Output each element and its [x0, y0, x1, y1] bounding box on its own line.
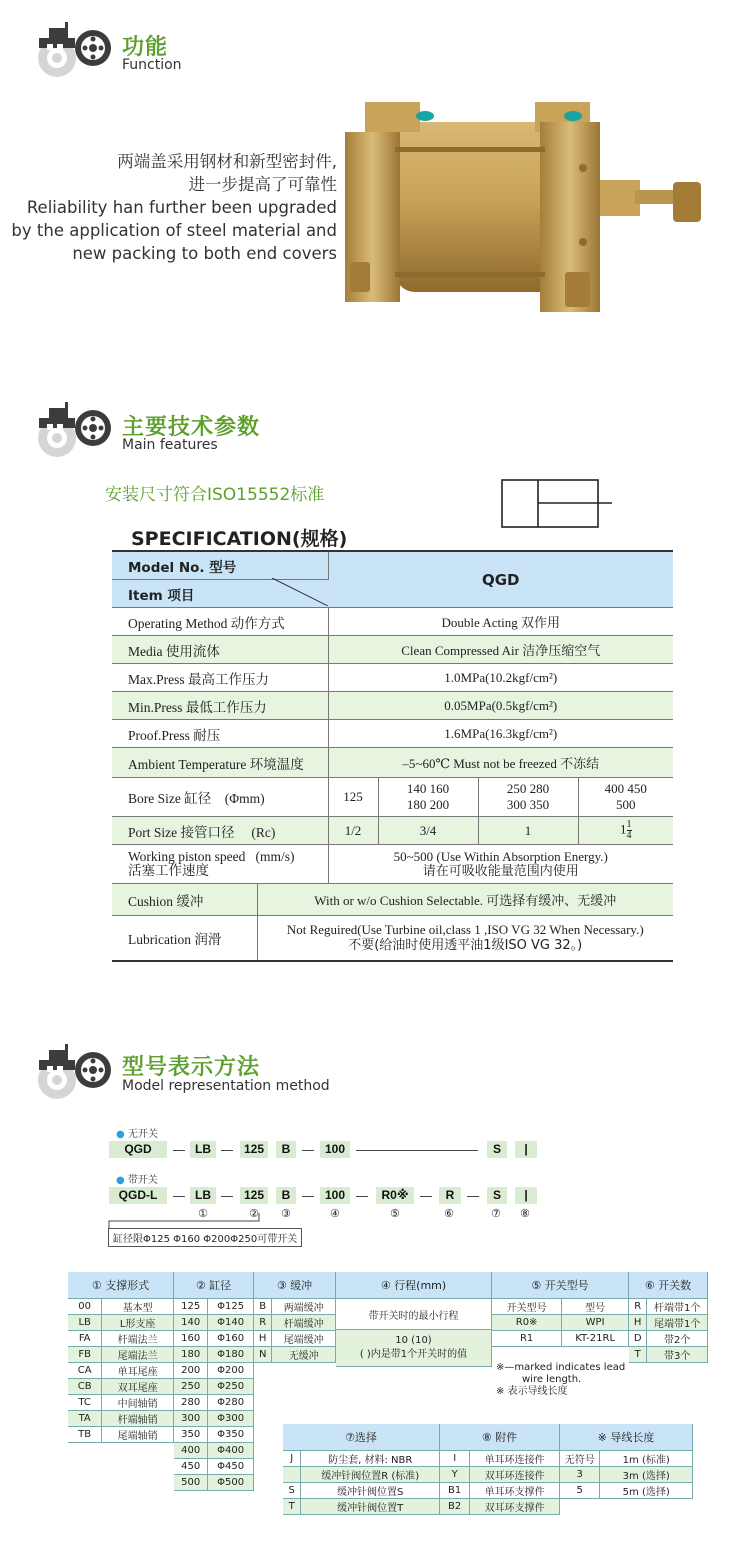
- function-line: new packing to both end covers: [72, 244, 337, 263]
- bore-col-1: 125: [328, 778, 378, 817]
- code-accessory: |: [515, 1187, 537, 1204]
- port-size-label: Port Size 接管口径 (Rc): [112, 817, 328, 845]
- marker: ⑦: [491, 1208, 501, 1220]
- code-accessory: |: [515, 1141, 537, 1158]
- code-series: QGD-L: [109, 1187, 167, 1204]
- function-description: [11, 150, 337, 265]
- marker: ⑥: [444, 1208, 454, 1220]
- spec-row-label: Ambient Temperature 环境温度: [112, 748, 328, 778]
- spec-row-label: Proof.Press 耐压: [112, 720, 328, 748]
- port-col-3: 1: [478, 817, 578, 845]
- model-value: QGD: [328, 551, 673, 608]
- bore-limit-note: 缸径限Φ125 Φ160 Φ200Φ250可带开关: [108, 1228, 302, 1247]
- code-switch-model: R0※: [376, 1187, 414, 1204]
- code-bore: 125: [240, 1187, 268, 1204]
- cushion-options-table: ③ 缓冲 B 两端缓冲 R 杆端缓冲 H 尾端缓冲 N 无缓冲: [254, 1272, 336, 1363]
- lubrication-label: Lubrication 润滑: [112, 916, 257, 962]
- code-stroke: 100: [320, 1187, 350, 1204]
- marker: ⑤: [390, 1208, 400, 1220]
- stroke-min-label: 带开关时的最小行程: [336, 1299, 492, 1330]
- marker: ②: [249, 1208, 259, 1220]
- wire-length-header: ※ 导线长度: [560, 1424, 693, 1451]
- spec-row-value: Clean Compressed Air 洁净压缩空气: [328, 636, 673, 664]
- section-title-function: 功能: [122, 35, 169, 60]
- marker: ①: [198, 1208, 208, 1220]
- function-line: 两端盖采用钢材和新型密封件,: [117, 152, 337, 171]
- spec-row-value: –5~60℃ Must not be freezed 不冻结: [328, 748, 673, 778]
- section-title-model: 型号表示方法: [122, 1055, 261, 1080]
- port-col-2: 3/4: [378, 817, 478, 845]
- bore-size-label: Bore Size 缸径 (Φmm): [112, 778, 328, 817]
- bore-col-2: 140 160 180 200: [378, 778, 478, 817]
- accessories-header: ⑧ 附件: [440, 1424, 560, 1451]
- section-title-features: 主要技术参数: [122, 415, 261, 440]
- options-table: ⑦选择 J 防尘套, 材料: NBR 缓冲针阀位置R (标准) S 缓冲针阀位置S T 缓冲针阀位置T: [283, 1424, 440, 1515]
- code-support: LB: [190, 1187, 216, 1204]
- section-subtitle-model: Model representation method: [122, 1078, 330, 1094]
- accessories-table: ⑧ 附件 I 单耳环连接件 Y 双耳环连接件 B1 单耳环支撑件 B2 双耳环支撑件: [440, 1424, 560, 1515]
- gear-logo-icon: [35, 400, 113, 466]
- spec-row-label: Max.Press 最高工作压力: [112, 664, 328, 692]
- bore-header: ② 缸径: [174, 1272, 254, 1299]
- spec-row-label: Operating Method 动作方式: [112, 608, 328, 636]
- spec-row-value: 0.05MPa(0.5kgf/cm²): [328, 692, 673, 720]
- item-label: Item 项目: [112, 580, 328, 608]
- code-switch-count: R: [439, 1187, 461, 1204]
- cushion-label: Cushion 缓冲: [112, 884, 257, 916]
- marker: ③: [281, 1208, 291, 1220]
- wire-length-table: ※ 导线长度 无符号 1m (标准) 3 3m (选择) 5 5m (选择): [560, 1424, 693, 1499]
- spec-heading: SPECIFICATION(规格): [131, 528, 348, 550]
- code-cushion: B: [276, 1187, 296, 1204]
- double-acting-symbol-icon: [500, 478, 615, 530]
- stroke-header: ④ 行程(mm): [336, 1272, 492, 1299]
- model-no-label: Model No. 型号: [112, 551, 328, 580]
- options-header: ⑦选择: [283, 1424, 440, 1451]
- switch-count-table: ⑥ 开关数 R 杆端带1个 H 尾端带1个 D 带2个 T 带3个: [629, 1272, 708, 1363]
- code-option: S: [487, 1187, 507, 1204]
- spec-row-label: Min.Press 最低工作压力: [112, 692, 328, 720]
- with-switch-label: ● 带开关: [116, 1175, 158, 1186]
- stroke-value: 10 (10) ( )内是带1个开关时的值: [336, 1330, 492, 1367]
- marker: ⑧: [520, 1208, 530, 1220]
- no-switch-label: ● 无开关: [116, 1129, 158, 1140]
- spec-row-label: Media 使用流体: [112, 636, 328, 664]
- port-col-4: 1 $\frac{1}{4}$: [578, 817, 673, 845]
- switch-model-table: ⑤ 开关型号 开关型号 型号 R0※ WPI R1 KT-21RL: [492, 1272, 629, 1347]
- code-cushion: B: [276, 1141, 296, 1158]
- section-subtitle-features: Main features: [122, 437, 218, 453]
- function-line: by the application of steel material and: [11, 221, 337, 240]
- spec-row-value: Double Acting 双作用: [328, 608, 673, 636]
- function-line: 进一步提高了可靠性: [188, 175, 337, 194]
- support-header: ① 支撑形式: [68, 1272, 174, 1299]
- section-subtitle-function: Function: [122, 57, 182, 73]
- cushion-header: ③ 缓冲: [254, 1272, 336, 1299]
- speed-value: 50~500 (Use Within Absorption Energy.) 请在可吸收能量范围内使用: [328, 845, 673, 884]
- switch-model-header: ⑤ 开关型号: [492, 1272, 629, 1299]
- code-option: S: [487, 1141, 507, 1158]
- support-type-table: ① 支撑形式 00 基本型 LB L形支座 FA 杆端法兰 FB 尾端法兰 CA 单耳尾座 CB 双耳尾座 TC 中间轴销 TA 杆端轴销 TB 尾端轴销: [68, 1272, 174, 1443]
- specification-table: [112, 550, 673, 962]
- switch-count-header: ⑥ 开关数: [629, 1272, 708, 1299]
- cylinder-product-image: [335, 92, 705, 332]
- code-stroke: 100: [320, 1141, 350, 1158]
- switch-model-note: ※—marked indicates lead wire length. ※ 表示导线长度: [496, 1362, 626, 1397]
- code-bore: 125: [240, 1141, 268, 1158]
- gear-logo-icon: [35, 20, 113, 86]
- marker: ④: [330, 1208, 340, 1220]
- spec-row-value: 1.6MPa(16.3kgf/cm²): [328, 720, 673, 748]
- port-col-1: 1/2: [328, 817, 378, 845]
- bore-col-3: 250 280 300 350: [478, 778, 578, 817]
- stroke-table: [336, 1272, 492, 1367]
- lubrication-value: Not Reguired(Use Turbine oil,class 1 ,ISO VG 32 When Necessary.) 不要(给油时使用透平油1级ISO VG 32。): [257, 916, 673, 962]
- cushion-value: With or w/o Cushion Selectable. 可选择有缓冲、无缓冲: [257, 884, 673, 916]
- bore-col-4: 400 450 500: [578, 778, 673, 817]
- code-support: LB: [190, 1141, 216, 1158]
- gear-logo-icon: [35, 1042, 113, 1108]
- code-series: QGD: [109, 1141, 167, 1158]
- spec-row-value: 1.0MPa(10.2kgf/cm²): [328, 664, 673, 692]
- speed-label: Working piston speed (mm/s) 活塞工作速度: [112, 845, 328, 884]
- function-line: Reliability han further been upgraded: [26, 198, 337, 217]
- header-diagonal-line: [112, 578, 328, 606]
- bore-options-table: ② 缸径 125 Φ125 140 Φ140 160 Φ160 180 Φ180 200 Φ200 250 Φ250 280 Φ280 300 Φ300 350 Φ350 400 Φ400 450 Φ450 500 Φ500: [174, 1272, 254, 1491]
- iso-standard-note: 安装尺寸符合ISO15552标准: [105, 485, 325, 505]
